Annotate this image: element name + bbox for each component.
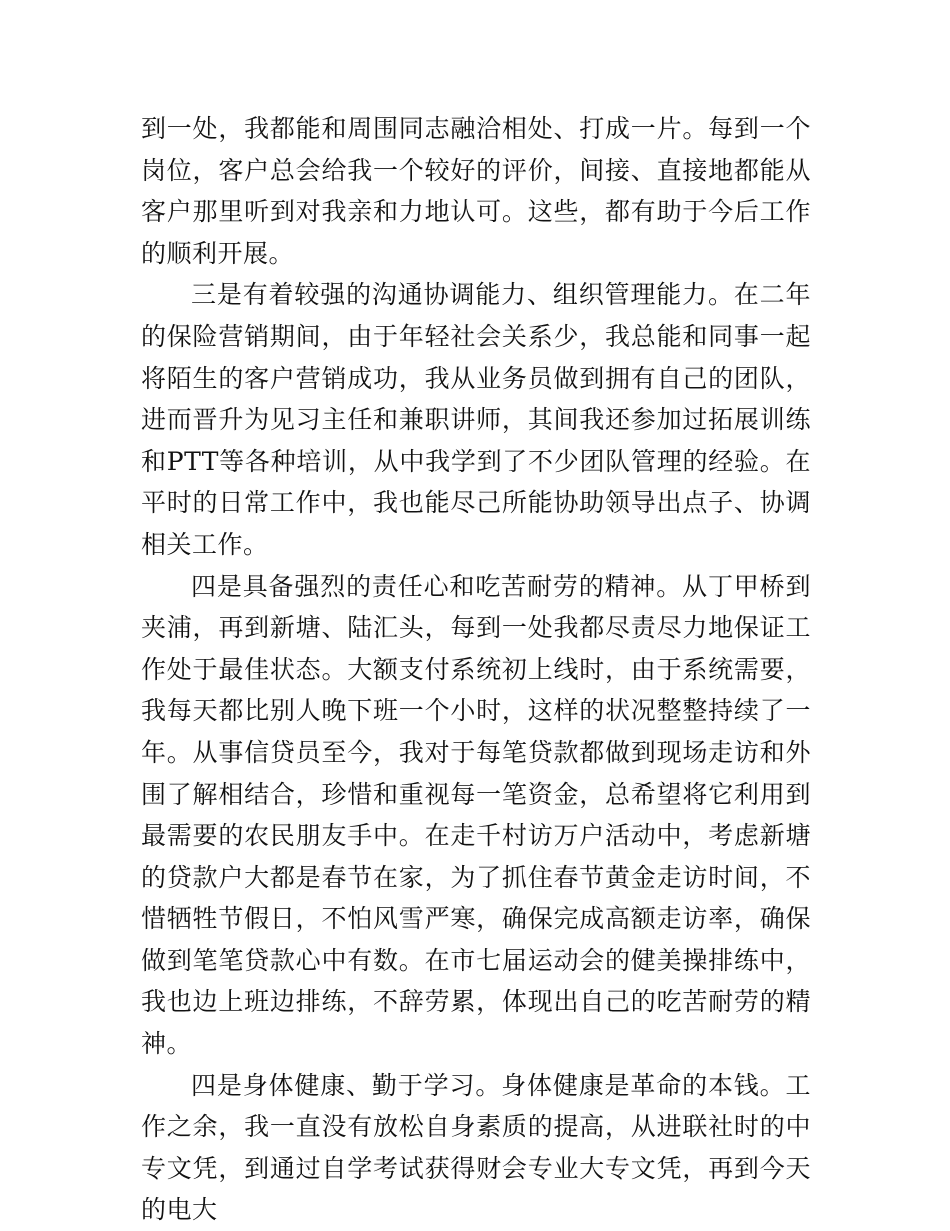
paragraph-4: 四是身体健康、勤于学习。身体健康是革命的本钱。工作之余，我一直没有放松自身素质的提高，从进联社时的中专文凭，到通过自学考试获得财会专业大专文凭，再到今天的电大 [141, 1070, 811, 1225]
paragraph-3: 四是具备强烈的责任心和吃苦耐劳的精神。从丁甲桥到夹浦，再到新塘、陆汇头，每到一处我都尽责尽力地保证工作处于最佳状态。大额支付系统初上线时，由于系统需要，我每天都比别人晚下班一个小时，这样的状况整整持续了一年。从事信贷员至今，我对于每笔贷款都做到现场走访和外围了解相结合，珍惜和重视每一笔资金，总希望将它利用到最需要的农民朋友手中。在走千村访万户活动中，考虑新塘的贷款户大都是春节在家，为了抓住春节黄金走访时间，不惜牺牲节假日，不怕风雪严寒，确保完成高额走访率，确保做到笔笔贷款心中有数。在市七届运动会的健美操排练中，我也边上班边排练，不辞劳累，体现出自己的吃苦耐劳的精神。 [141, 571, 811, 1059]
document-page [141, 108, 811, 1231]
paragraph-1: 到一处，我都能和周围同志融洽相处、打成一片。每到一个岗位，客户总会给我一个较好的评价，间接、直接地都能从客户那里听到对我亲和力地认可。这些，都有助于今后工作的顺利开展。 [141, 114, 811, 268]
paragraph-2: 三是有着较强的沟通协调能力、组织管理能力。在二年的保险营销期间，由于年轻社会关系少，我总能和同事一起将陌生的客户营销成功，我从业务员做到拥有自己的团队，进而晋升为见习主任和兼职讲师，其间我还参加过拓展训练和PTT等各种培训，从中我学到了不少团队管理的经验。在平时的日常工作中，我也能尽己所能协助领导出点子、协调相关工作。 [141, 280, 811, 559]
